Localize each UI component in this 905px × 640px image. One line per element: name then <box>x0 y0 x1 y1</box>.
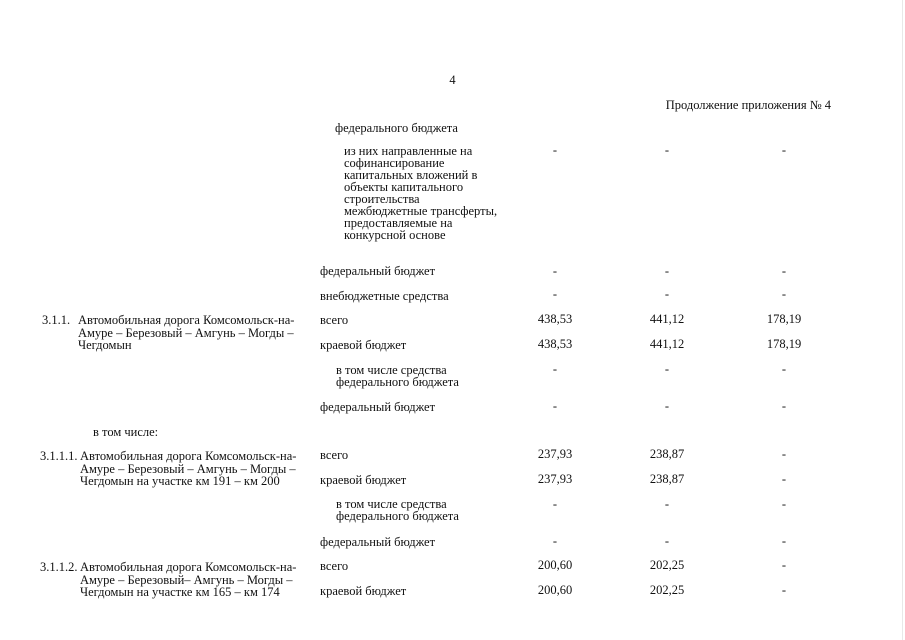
value-cell: - <box>552 497 558 511</box>
top-fragment: федерального бюджета <box>335 121 458 135</box>
value-cell: 237,93 <box>537 472 573 486</box>
section-3-1-1-1 <box>40 450 305 488</box>
value-cell: - <box>552 143 558 157</box>
value-cell: - <box>781 287 787 301</box>
value-cell: 200,60 <box>537 558 573 572</box>
value-cell: - <box>781 399 787 413</box>
value-cell: - <box>552 362 558 376</box>
value-cell: - <box>664 264 670 278</box>
value-cell: 441,12 <box>649 312 685 326</box>
value-cell: - <box>552 399 558 413</box>
section-3-1-1-2 <box>40 561 305 599</box>
source-label: краевой бюджет <box>320 473 407 487</box>
value-cell: 438,53 <box>537 337 573 351</box>
source-label: краевой бюджет <box>320 584 407 598</box>
value-cell: - <box>781 558 787 572</box>
value-cell: - <box>664 362 670 376</box>
value-cell: - <box>552 287 558 301</box>
source-label: федеральный бюджет <box>320 535 436 549</box>
value-cell: - <box>552 264 558 278</box>
source-label: в том числе средства федерального бюджета <box>336 497 459 523</box>
section-code: 3.1.1.2. <box>40 560 78 574</box>
value-cell: 238,87 <box>649 472 685 486</box>
continuation-header: Продолжение приложения № 4 <box>665 98 831 112</box>
section-title: Автомобильная дорога Комсомольск-на-Амуре – Березовый – Амгунь – Могды – Чегдомын <box>78 313 295 352</box>
value-cell: - <box>781 447 787 461</box>
value-cell: 202,25 <box>649 583 685 597</box>
section-code: 3.1.1.1. <box>40 449 78 463</box>
value-cell: - <box>664 143 670 157</box>
value-cell: - <box>664 287 670 301</box>
value-cell: - <box>781 362 787 376</box>
value-cell: - <box>781 534 787 548</box>
page-edge-line <box>902 0 903 640</box>
value-cell: - <box>781 497 787 511</box>
value-cell: - <box>552 534 558 548</box>
value-cell: 441,12 <box>649 337 685 351</box>
source-label: внебюджетные средства <box>320 289 449 303</box>
source-label: всего <box>320 448 349 462</box>
source-label: краевой бюджет <box>320 338 407 352</box>
source-label: федеральный бюджет <box>320 400 436 414</box>
value-cell: - <box>664 497 670 511</box>
value-cell: - <box>781 143 787 157</box>
including-label: в том числе: <box>93 425 159 439</box>
value-cell: 178,19 <box>766 337 802 351</box>
value-cell: - <box>664 534 670 548</box>
section-title: Автомобильная дорога Комсомольск-на-Амуре – Березовый– Амгунь – Могды – Чегдомын на участке км 165 – км 174 <box>80 560 297 599</box>
value-cell: 178,19 <box>766 312 802 326</box>
value-cell: - <box>781 264 787 278</box>
section-title: Автомобильная дорога Комсомольск-на-Амуре – Березовый – Амгунь – Могды – Чегдомын на участке км 191 – км 200 <box>80 449 297 488</box>
page-number: 4 <box>449 73 456 87</box>
source-label: из них направленные на софинансирование капитальных вложений в объекты капитального строительства межбюджетные трансферты, предоставляемые на конкурсной основе <box>344 144 498 242</box>
value-cell: - <box>781 472 787 486</box>
source-label: федеральный бюджет <box>320 264 436 278</box>
value-cell: 438,53 <box>537 312 573 326</box>
section-code: 3.1.1. <box>42 313 71 327</box>
source-label: всего <box>320 559 349 573</box>
value-cell: 202,25 <box>649 558 685 572</box>
value-cell: - <box>664 399 670 413</box>
value-cell: 237,93 <box>537 447 573 461</box>
section-3-1-1 <box>42 314 307 352</box>
source-label: всего <box>320 313 349 327</box>
value-cell: 200,60 <box>537 583 573 597</box>
value-cell: 238,87 <box>649 447 685 461</box>
value-cell: - <box>781 583 787 597</box>
source-label: в том числе средства федерального бюджета <box>336 363 459 389</box>
